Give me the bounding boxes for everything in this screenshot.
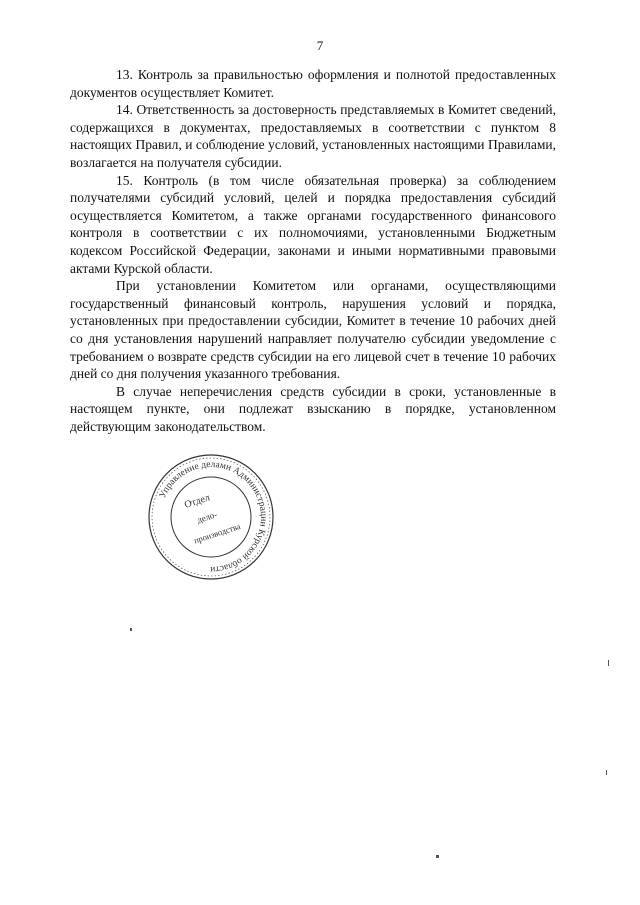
stamp-ring-text: Управление делами Администрации Курской области [158, 459, 269, 575]
paragraph-14: 14. Ответственность за достоверность представляемых в Комитет сведений, содержащихся в документах, предоставляемых в соответствии с пунктом 8 настоящих Правил, и соблюдение условий, установленных настоящими Правилами, возлагается на получателя субсидии. [70, 102, 556, 170]
scan-dot [130, 628, 132, 631]
stamp-seal-icon [146, 452, 276, 582]
scan-dot [608, 660, 609, 666]
paragraph-recovery: В случае неперечисления средств субсидии в сроки, установленные в настоящем пункте, они подлежат взысканию в порядке, установленном действующим законодательством. [70, 383, 556, 434]
paragraph-violation: При установлении Комитетом или органами, осуществляющими государственный финансовый контроль, нарушения условий и порядка, установленных при предоставлении субсидии, Комитет в течение 10 рабочих дней со дня установления нарушений направляет получателю субсидии уведомление с требованием о возврате средств субсидии на его лицевой счет в течение 10 рабочих дней со дня получения указанного требования. [70, 278, 556, 382]
paragraph-15: 15. Контроль (в том числе обязательная проверка) за соблюдением получателями субсидий условий, целей и порядка предоставления субсидий осуществляется Комитетом, а также органами государственного финансового контроля в соответствии с их полномочиями, установленными Бюджетным кодексом Российской Федерации, законами и иными нормативными правовыми актами Курской области. [70, 172, 556, 276]
stamp-line-3: производства [192, 520, 242, 546]
stamp-line-1: Отдел [183, 492, 212, 511]
scan-dot [436, 855, 439, 858]
page-number: 7 [316, 38, 324, 53]
paragraph-13: 13. Контроль за правильностью оформления и полнотой предоставленных документов осуществляет Комитет. [70, 67, 556, 100]
office-stamp [146, 452, 276, 582]
stamp-line-2: дело- [195, 509, 219, 526]
scan-dot [606, 770, 607, 775]
document-body [70, 66, 556, 435]
